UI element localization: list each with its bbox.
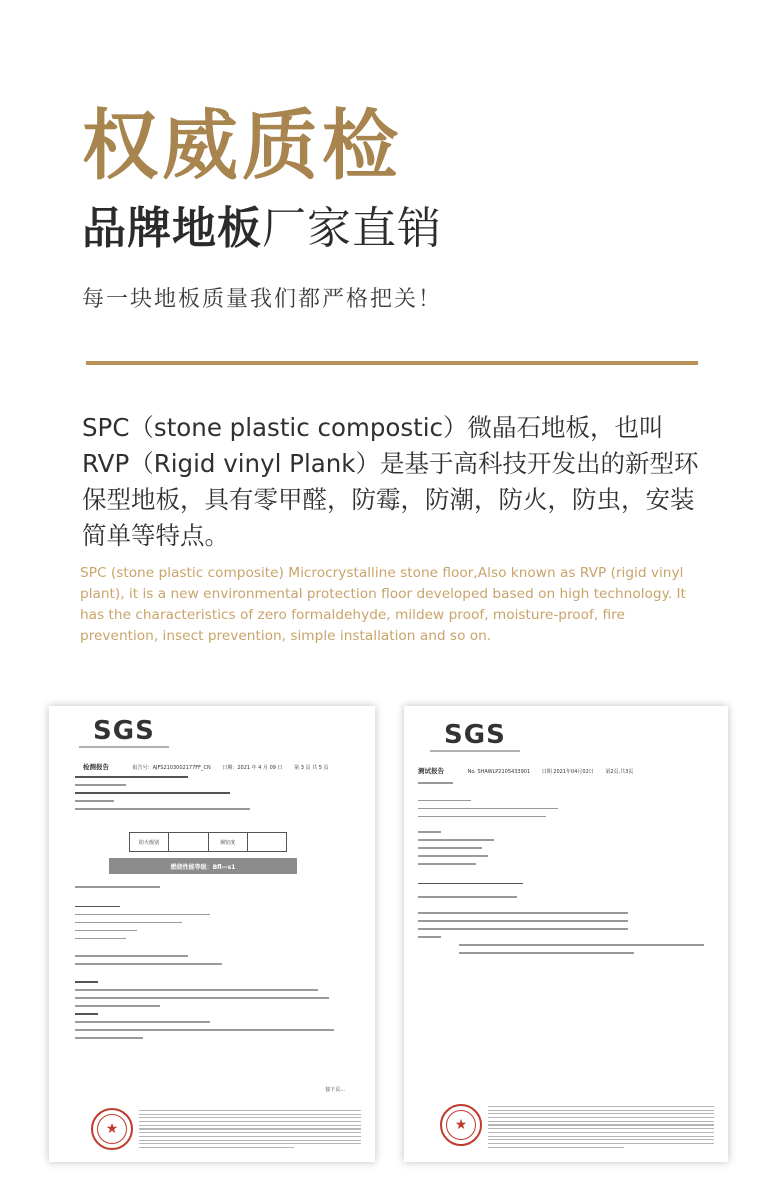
table-cell	[248, 833, 286, 851]
report-text-block	[75, 886, 357, 1045]
subheadline	[82, 203, 442, 254]
sgs-logo: SGS	[93, 716, 155, 746]
fire-class-table	[129, 832, 287, 852]
report-meta	[418, 766, 716, 775]
report-page: 第 3 页 共 5 页	[294, 765, 329, 771]
report-date: 日期：2021 年 4 月 09 日	[222, 765, 283, 771]
headline: 权威质检	[82, 101, 402, 190]
certificate-1	[49, 706, 375, 1162]
subheadline-regular: 厂家直销	[262, 203, 442, 254]
report-text-block	[418, 782, 710, 960]
report-date: 日期 2021年04月02日	[541, 769, 594, 775]
combustion-banner: 燃烧性能等级：Bfl—s1	[109, 858, 297, 874]
star-stamp-icon: ★	[440, 1104, 482, 1146]
divider	[86, 361, 698, 365]
certificate-2	[404, 706, 728, 1162]
report-number: No. SHAWLP2105433901	[467, 769, 531, 775]
continued-mark: 接下页...	[325, 1087, 345, 1093]
star-stamp-icon: ★	[91, 1108, 133, 1150]
report-title: 检测报告	[83, 763, 109, 771]
subheadline-bold: 品牌地板	[82, 203, 262, 254]
sgs-logo: SGS	[444, 720, 506, 750]
report-title: 测试报告	[418, 767, 444, 775]
tagline: 每一块地板质量我们都严格把关！	[82, 287, 443, 312]
table-cell	[169, 833, 208, 851]
description-en: SPC (stone plastic composite) Microcrystalline stone floor,Also known as RVP (rigid vinyl plant), it is a new environmental protection floor developed based on high technology. It has the characteristics of zero formaldehyde, mildew proof, moisture-proof, fire prevention, insect prevention, simple installation and so on.	[80, 565, 686, 644]
report-number: 报告号：AJFS2103002177FF_CN	[132, 765, 211, 771]
fine-print	[139, 1110, 361, 1151]
report-meta	[83, 762, 363, 771]
report-text-block	[75, 776, 357, 816]
table-cell: 防火级别	[130, 833, 169, 851]
table-cell: 烟密度	[209, 833, 248, 851]
report-page: 第2页,共3页	[605, 769, 634, 775]
fine-print	[488, 1106, 714, 1150]
description-cn: SPC（stone plastic compostic）微晶石地板，也叫RVP（Rigid vinyl Plank）是基于高科技开发出的新型环保型地板，具有零甲醛，防霉，防潮，防火，防虫，安装简单等特点。	[82, 413, 699, 550]
